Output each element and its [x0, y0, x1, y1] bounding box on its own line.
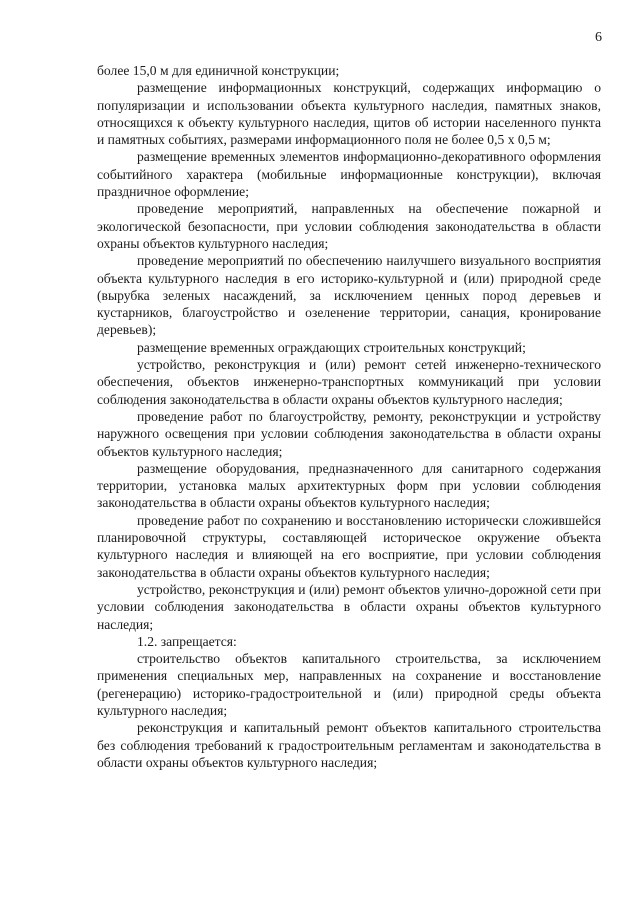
page-number: 6 [595, 30, 602, 45]
paragraph-engineering-networks: устройство, реконструкция и (или) ремонт сетей инженерно-технического обеспечения, объектов инженерно-транспортных коммуникаций при условии соблюдения законодательства в области охраны объектов культурного наследия; [97, 357, 601, 407]
paragraph-outdoor-lighting: проведение работ по благоустройству, ремонту, реконструкции и устройству наружного освещения при условии соблюдения законодательства в области охраны объектов культурного наследия; [97, 408, 601, 459]
paragraph-fire-safety: проведение мероприятий, направленных на обеспечение пожарной и экологической безопасности, при условии соблюдения законодательства в области охраны объектов культурного наследия; [97, 201, 601, 251]
paragraph-road-network: устройство, реконструкция и (или) ремонт объектов улично-дорожной сети при условии соблюдения законодательства в области охраны объектов культурного наследия; [97, 581, 601, 632]
paragraph-reconstruction-repair: реконструкция и капитальный ремонт объектов капитального строительства без соблюдения требований к градостроительным регламентам и законодательства в области охраны объектов культурного наследия; [97, 720, 601, 770]
document-body [97, 62, 601, 771]
paragraph-visual-perception: проведение мероприятий по обеспечению наилучшего визуального восприятия объекта культурного наследия в его историко-культурной и (или) природной среде (вырубка зеленых насаждений, за исключением ценных пород деревьев и кустарников, благоустройство и озеленение территории, санация, кронирование деревьев); [97, 253, 601, 338]
paragraph-planning-structure: проведение работ по сохранению и восстановлению исторически сложившейся планировочной структуры, составляющей историческое окружение объекта культурного наследия и влияющей на его восприятие, при условии соблюдения законодательства в области охраны объектов культурного наследия; [97, 512, 601, 580]
paragraph-capital-construction: строительство объектов капитального строительства, за исключением применения специальных мер, направленных на сохранение и восстановление (регенерацию) историко-градостроительной и (или) природной среды объекта культурного наследия; [97, 651, 601, 718]
paragraph-sanitary-equipment: размещение оборудования, предназначенного для санитарного содержания территории, установка малых архитектурных форм при условии соблюдения законодательства в области охраны объектов культурного наследия; [97, 460, 601, 511]
paragraph-temporary-fencing: размещение временных ограждающих строительных конструкций; [137, 339, 526, 355]
paragraph-decorative-elements: размещение временных элементов информационно-декоративного оформления событийного характера (мобильные информационные конструкции), включая праздничное оформление; [97, 149, 601, 200]
section-heading-prohibited: 1.2. запрещается: [137, 633, 237, 649]
paragraph-info-constructions: размещение информационных конструкций, содержащих информацию о популяризации и использовании объекта культурного наследия, памятных знаков, относящихся к объекту культурного наследия, щитов об истории населенного пункта и памятных событиях, размерами информационного поля не более 0,5 х 0,5 м; [97, 80, 601, 148]
paragraph-continuation: более 15,0 м для единичной конструкции; [97, 63, 340, 78]
